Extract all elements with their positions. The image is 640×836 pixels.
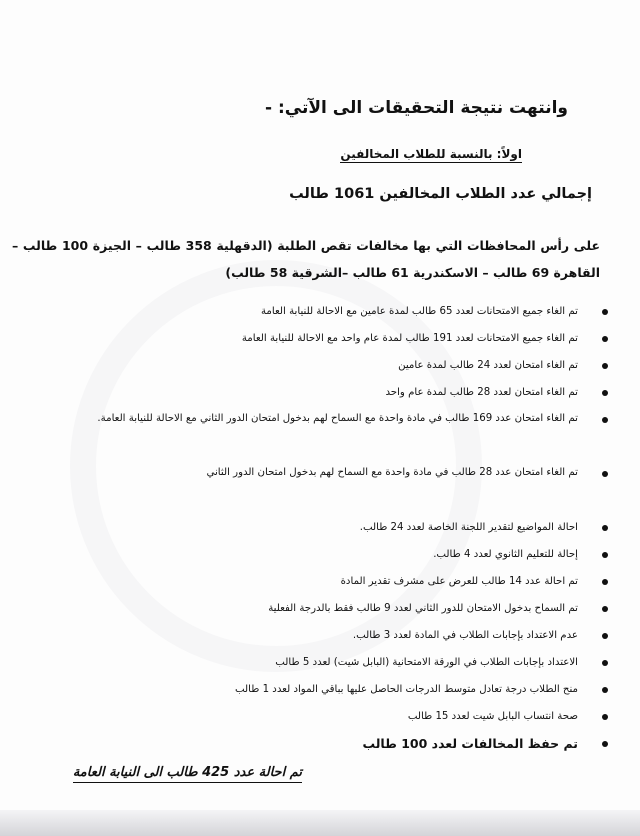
list-item (24, 732, 608, 759)
list-item (24, 516, 608, 543)
governorates-paragraph: على رأس المحافظات التي بها مخالفات تقص الطلبة (الدقهلية 358 طالب – الجيزة 100 طالب – القاهرة 69 طالب – الاسكندرية 61 طالب –الشرقية 58 طالب) (12, 238, 600, 280)
bullet-icon (602, 336, 608, 342)
bullet-icon (602, 390, 608, 396)
list-item (24, 678, 608, 705)
list-item (24, 327, 608, 354)
section-heading: اولاً: بالنسبة للطلاب المخالفين (340, 147, 522, 161)
bullet-icon (602, 525, 608, 531)
list-item-text: تم الغاء امتحان عدد 169 طالب في مادة واحدة مع السماح لهم بدخول امتحان الدور الثاني مع الاحالة للنيابة العامة. (97, 413, 578, 424)
bullet-icon (602, 417, 608, 423)
list-item-text: عدم الاعتداد بإجابات الطلاب في المادة لعدد 3 طالب. (352, 630, 578, 641)
list-item-text: تم الغاء جميع الامتحانات لعدد 65 طالب لمدة عامين مع الاحالة للنيابة العامة (260, 306, 578, 317)
decisions-list (24, 300, 608, 759)
bullet-icon (602, 606, 608, 612)
bullet-icon (602, 309, 608, 315)
list-item (24, 597, 608, 624)
list-item (24, 651, 608, 678)
bullet-icon (602, 579, 608, 585)
list-item-text: الاعتداد بإجابات الطلاب في الورقة الامتحانية (البابل شيت) لعدد 5 طالب (275, 657, 578, 668)
list-item (24, 300, 608, 327)
list-item-text: تم احالة عدد 14 طالب للعرض على مشرف تقدير المادة (340, 576, 578, 587)
list-item (24, 408, 608, 462)
bullet-icon (602, 363, 608, 369)
bullet-icon (602, 552, 608, 558)
list-item (24, 705, 608, 732)
total-violators-line: إجمالي عدد الطلاب المخالفين 1061 طالب (289, 186, 592, 202)
list-item-text: تم الغاء امتحان لعدد 24 طالب لمدة عامين (398, 360, 578, 371)
list-item (24, 381, 608, 408)
list-item-text: تم السماح بدخول الامتحان للدور الثاني لعدد 9 طالب فقط بالدرجة الفعلية (268, 603, 578, 614)
bullet-icon (602, 633, 608, 639)
bullet-icon (602, 687, 608, 693)
list-item (24, 354, 608, 381)
bullet-icon (602, 741, 608, 747)
list-item (24, 624, 608, 651)
list-item-text: تم حفظ المخالفات لعدد 100 طالب (362, 736, 578, 751)
list-item-text: تم الغاء جميع الامتحانات لعدد 191 طالب لمدة عام واحد مع الاحالة للنيابة العامة (241, 333, 578, 344)
list-item-text: منح الطلاب درجة تعادل متوسط الدرجات الحاصل عليها بباقي المواد لعدد 1 طالب (235, 684, 578, 695)
bullet-icon (602, 714, 608, 720)
list-item-text: إحالة للتعليم الثانوي لعدد 4 طالب. (433, 549, 578, 560)
document-title: وانتهت نتيجة التحقيقات الى الآتي: - (265, 98, 568, 118)
list-item-text: تم الغاء امتحان لعدد 28 طالب لمدة عام واحد (385, 387, 578, 398)
list-item-text: تم الغاء امتحان عدد 28 طالب في مادة واحدة مع السماح لهم بدخول امتحان الدور الثاني (206, 467, 578, 478)
list-item (24, 543, 608, 570)
list-item-text: احالة المواضيع لتقدير اللجنة الخاصة لعدد 24 طالب. (359, 522, 578, 533)
bullet-icon (602, 660, 608, 666)
list-item (24, 570, 608, 597)
closing-line: تم احالة عدد 425 طالب الى النيابة العامة (73, 765, 302, 783)
list-item-text: صحة انتساب البابل شيت لعدد 15 طالب (407, 711, 578, 722)
list-item (24, 462, 608, 516)
bullet-icon (602, 471, 608, 477)
